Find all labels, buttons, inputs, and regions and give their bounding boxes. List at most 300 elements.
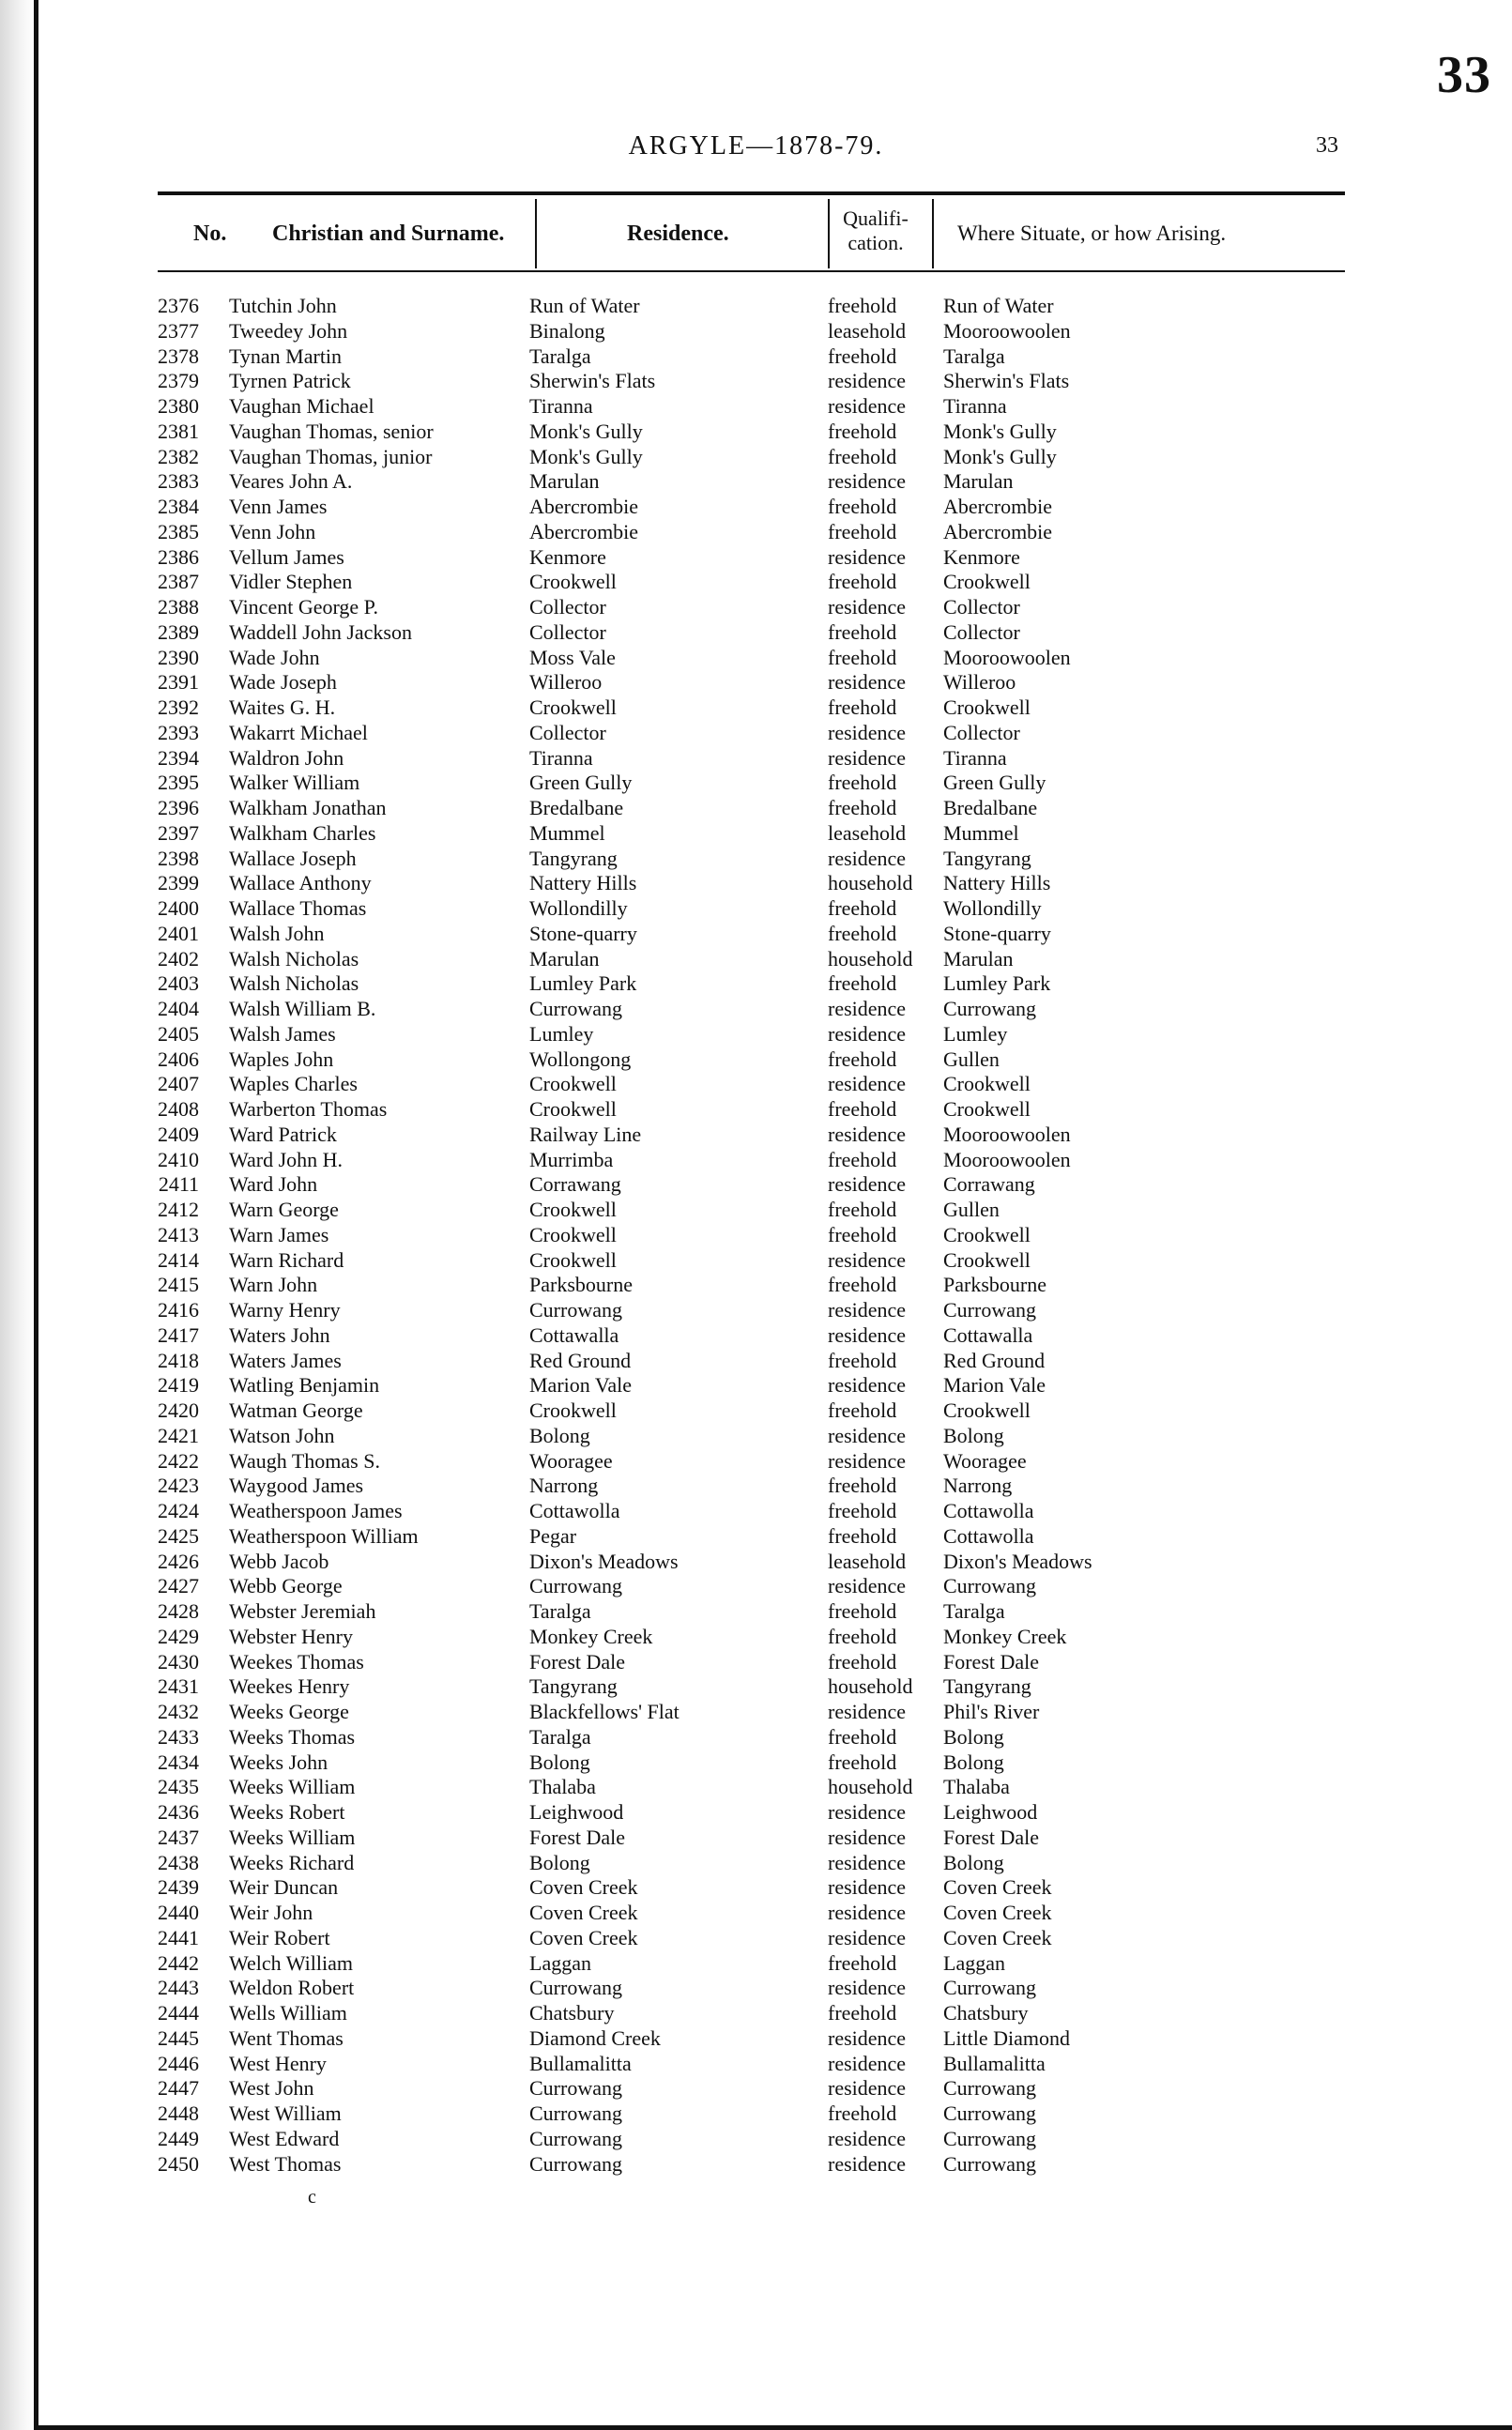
entry-number: 2380 (158, 394, 199, 418)
qualification: freehold (828, 444, 897, 468)
table-row (0, 1448, 1512, 1474)
entry-number: 2418 (158, 1348, 199, 1372)
running-head: ARGYLE—1878-79. (628, 131, 884, 160)
where-situate: Currowang (943, 2151, 1036, 2176)
entry-number: 2376 (158, 294, 199, 317)
qualification: residence (828, 1875, 907, 1900)
table-row (0, 1925, 1512, 1950)
voter-name: Veares John A. (229, 469, 353, 494)
qualification: residence (828, 2076, 907, 2101)
where-situate: Cottawalla (943, 1322, 1033, 1347)
residence: Blackfellows' Flat (529, 1700, 680, 1723)
voter-name: Webb George (229, 1574, 343, 1598)
voter-name: Venn James (229, 495, 328, 518)
residence: Wollondilly (529, 896, 628, 920)
qualification: freehold (828, 1499, 897, 1522)
residence: Bolong (529, 1850, 590, 1874)
residence: Tiranna (529, 394, 593, 418)
residence: Currowang (529, 2101, 622, 2125)
entry-number: 2404 (158, 997, 199, 1020)
voter-name: Weekes Henry (229, 1674, 350, 1699)
entry-number: 2398 (158, 846, 199, 870)
qualification: freehold (828, 294, 897, 317)
voter-name: Weatherspoon James (229, 1499, 403, 1522)
qualification: freehold (828, 1624, 897, 1648)
entry-number: 2417 (158, 1322, 199, 1347)
qualification: residence (828, 1322, 907, 1347)
table-row (0, 1222, 1512, 1247)
where-situate: Currowang (943, 1298, 1036, 1322)
entry-number: 2406 (158, 1047, 199, 1071)
residence: Currowang (529, 1298, 622, 1322)
voter-name: Warny Henry (229, 1298, 341, 1322)
where-situate: Sherwin's Flats (943, 369, 1070, 393)
residence: Willeroo (529, 670, 603, 695)
entry-number: 2391 (158, 670, 199, 695)
where-situate: Collector (943, 720, 1020, 744)
where-situate: Thalaba (943, 1775, 1010, 1799)
where-situate: Forest Dale (943, 1825, 1040, 1849)
qualification: freehold (828, 1474, 897, 1498)
entry-number: 2442 (158, 1950, 199, 1975)
where-situate: Monk's Gully (943, 444, 1057, 468)
table-row (0, 820, 1512, 846)
qualification: leasehold (828, 820, 907, 845)
table-row (0, 1096, 1512, 1122)
where-situate: Monkey Creek (943, 1624, 1067, 1648)
residence: Forest Dale (529, 1649, 626, 1673)
qualification: residence (828, 469, 907, 494)
table-row (0, 1297, 1512, 1322)
entry-number: 2388 (158, 595, 199, 619)
voter-name: Wakarrt Michael (229, 720, 368, 744)
table-row (0, 519, 1512, 544)
qualification: residence (828, 1448, 907, 1473)
table-row (0, 921, 1512, 946)
qualification: freehold (828, 1222, 897, 1246)
where-situate: Currowang (943, 1976, 1036, 2000)
voter-name: Vidler Stephen (229, 570, 353, 594)
qualification: household (828, 946, 913, 970)
residence: Marulan (529, 469, 600, 494)
voter-name: Waters John (229, 1322, 330, 1347)
where-situate: Coven Creek (943, 1901, 1052, 1924)
residence: Cottawolla (529, 1499, 620, 1522)
table-row (0, 669, 1512, 695)
voter-name: Weir Duncan (229, 1875, 339, 1900)
residence: Dixon's Meadows (529, 1549, 679, 1573)
voter-name: Walsh James (229, 1021, 336, 1046)
where-situate: Gullen (943, 1198, 1000, 1221)
qualification: freehold (828, 519, 897, 543)
qualification: household (828, 1775, 913, 1799)
qualification: residence (828, 1901, 907, 1924)
voter-name: Waples John (229, 1047, 334, 1071)
voter-name: Warn James (229, 1222, 329, 1246)
qualification: residence (828, 1800, 907, 1824)
table-row (0, 745, 1512, 771)
qualification: freehold (828, 1724, 897, 1749)
entry-number: 2428 (158, 1599, 199, 1623)
residence: Taralga (529, 344, 591, 368)
table-row (0, 1549, 1512, 1574)
where-situate: Green Gully (943, 771, 1046, 795)
voter-name: Watson John (229, 1423, 335, 1447)
qualification: residence (828, 1247, 907, 1272)
entry-number: 2407 (158, 1072, 199, 1096)
table-row (0, 1900, 1512, 1925)
header-rule-top (158, 191, 1345, 195)
table-row (0, 1699, 1512, 1724)
table-row (0, 1874, 1512, 1900)
voter-name: Ward John H. (229, 1147, 344, 1171)
table-row (0, 1774, 1512, 1799)
where-situate: Gullen (943, 1047, 1000, 1071)
qualification: freehold (828, 1147, 897, 1171)
where-situate: Collector (943, 595, 1020, 619)
residence: Lumley (529, 1021, 594, 1046)
residence: Sherwin's Flats (529, 369, 656, 393)
entry-number: 2436 (158, 1800, 199, 1824)
residence: Marulan (529, 946, 600, 970)
table-row (0, 1398, 1512, 1423)
entry-number: 2423 (158, 1474, 199, 1498)
table-row (0, 1372, 1512, 1398)
qualification: freehold (828, 2101, 897, 2125)
qualification: residence (828, 2051, 907, 2075)
entry-number: 2429 (158, 1624, 199, 1648)
table-row (0, 2075, 1512, 2101)
table-row (0, 393, 1512, 419)
where-situate: Bolong (943, 1724, 1004, 1749)
qualification: residence (828, 1825, 907, 1849)
where-situate: Willeroo (943, 670, 1016, 695)
residence: Monkey Creek (529, 1624, 653, 1648)
table-row (0, 1523, 1512, 1549)
residence: Currowang (529, 2126, 622, 2150)
where-situate: Phil's River (943, 1700, 1040, 1723)
where-situate: Laggan (943, 1950, 1005, 1975)
voter-name: Tweedey John (229, 318, 348, 343)
entry-number: 2386 (158, 544, 199, 569)
residence: Coven Creek (529, 1875, 638, 1900)
entry-number: 2447 (158, 2076, 199, 2101)
entry-number: 2392 (158, 695, 199, 719)
header-name: Christian and Surname. (272, 222, 505, 246)
where-situate: Red Ground (943, 1348, 1046, 1372)
voter-name: Waldron John (229, 745, 344, 770)
where-situate: Bolong (943, 1850, 1004, 1874)
entry-number: 2437 (158, 1825, 199, 1849)
voter-name: Walsh Nicholas (229, 971, 359, 996)
qualification: residence (828, 1072, 907, 1096)
where-situate: Cottawolla (943, 1523, 1034, 1548)
where-situate: Crookwell (943, 1072, 1031, 1096)
voter-name: Warn George (229, 1198, 339, 1221)
entry-number: 2448 (158, 2101, 199, 2125)
residence: Tangyrang (529, 1674, 618, 1699)
residence: Crookwell (529, 695, 617, 719)
table-row (0, 970, 1512, 996)
voter-name: Waugh Thomas S. (229, 1448, 380, 1473)
residence: Collector (529, 619, 606, 644)
table-row (0, 468, 1512, 494)
where-situate: Corrawang (943, 1172, 1035, 1197)
entry-number: 2425 (158, 1523, 199, 1548)
entry-number: 2399 (158, 871, 199, 895)
qualification: residence (828, 670, 907, 695)
residence: Monk's Gully (529, 419, 643, 443)
qualification: freehold (828, 896, 897, 920)
residence: Marion Vale (529, 1373, 632, 1398)
entry-number: 2390 (158, 645, 199, 669)
voter-name: Waples Charles (229, 1072, 358, 1096)
residence: Wollongong (529, 1047, 632, 1071)
table-row (0, 494, 1512, 519)
voter-name: Walsh John (229, 921, 325, 945)
header-qualification-line1: Qualifi- (843, 206, 909, 230)
voter-name: Watling Benjamin (229, 1373, 380, 1398)
voter-name: Weeks George (229, 1700, 349, 1723)
entry-number: 2426 (158, 1549, 199, 1573)
qualification: freehold (828, 2001, 897, 2025)
entry-number: 2377 (158, 318, 199, 343)
qualification: residence (828, 1976, 907, 2000)
voter-name: Wade Joseph (229, 670, 337, 695)
qualification: residence (828, 1021, 907, 1046)
voter-name: West Edward (229, 2126, 340, 2150)
header-where: Where Situate, or how Arising. (957, 222, 1227, 245)
qualification: residence (828, 1925, 907, 1949)
table-row (0, 795, 1512, 820)
qualification: freehold (828, 1950, 897, 1975)
voter-name: Weeks William (229, 1825, 356, 1849)
voter-name: Warn Richard (229, 1247, 344, 1272)
voter-name: Weatherspoon William (229, 1523, 419, 1548)
residence: Binalong (529, 318, 605, 343)
qualification: freehold (828, 1198, 897, 1221)
where-situate: Marulan (943, 946, 1014, 970)
voter-name: Warn John (229, 1273, 318, 1297)
corner-page-number: 33 (1437, 46, 1491, 104)
where-situate: Crookwell (943, 1097, 1031, 1121)
voter-name: Tyrnen Patrick (229, 369, 351, 393)
table-row (0, 645, 1512, 670)
residence: Tiranna (529, 745, 593, 770)
table-row (0, 1423, 1512, 1448)
entry-number: 2430 (158, 1649, 199, 1673)
residence: Abercrombie (529, 519, 639, 543)
table-row (0, 2025, 1512, 2051)
table-row (0, 1825, 1512, 1850)
entry-number: 2438 (158, 1850, 199, 1874)
voter-name: Webster Jeremiah (229, 1599, 376, 1623)
table-row (0, 1498, 1512, 1523)
voter-name: Ward Patrick (229, 1122, 337, 1146)
entry-number: 2379 (158, 369, 199, 393)
qualification: freehold (828, 1097, 897, 1121)
residence: Coven Creek (529, 1901, 638, 1924)
where-situate: Currowang (943, 2076, 1036, 2101)
where-situate: Marulan (943, 469, 1014, 494)
table-row (0, 318, 1512, 344)
where-situate: Lumley Park (943, 971, 1051, 996)
where-situate: Wollondilly (943, 896, 1042, 920)
table-row (0, 1122, 1512, 1147)
residence: Moss Vale (529, 645, 616, 669)
residence: Forest Dale (529, 1825, 626, 1849)
residence: Crookwell (529, 570, 617, 594)
table-row (0, 1975, 1512, 2000)
entry-number: 2446 (158, 2051, 199, 2075)
voter-name: Weeks William (229, 1775, 356, 1799)
qualification: residence (828, 1423, 907, 1447)
residence: Lumley Park (529, 971, 637, 996)
qualification: freehold (828, 344, 897, 368)
voter-name: Venn John (229, 519, 316, 543)
voter-name: Walkham Jonathan (229, 796, 387, 819)
table-row (0, 1649, 1512, 1674)
residence: Run of Water (529, 294, 640, 317)
table-row (0, 569, 1512, 594)
table-row (0, 1573, 1512, 1598)
where-situate: Taralga (943, 1599, 1005, 1623)
where-situate: Leighwood (943, 1800, 1038, 1824)
where-situate: Parksbourne (943, 1273, 1046, 1297)
where-situate: Dixon's Meadows (943, 1549, 1092, 1573)
entry-number: 2421 (158, 1423, 199, 1447)
where-situate: Crookwell (943, 1222, 1031, 1246)
table-row (0, 2051, 1512, 2076)
header-qualification (824, 206, 927, 255)
where-situate: Marion Vale (943, 1373, 1046, 1398)
entry-number: 2435 (158, 1775, 199, 1799)
where-situate: Forest Dale (943, 1649, 1040, 1673)
entry-number: 2403 (158, 971, 199, 996)
voter-name: Ward John (229, 1172, 318, 1197)
residence: Green Gully (529, 771, 633, 795)
qualification: residence (828, 2126, 907, 2150)
qualification: freehold (828, 1398, 897, 1422)
voter-name: Weeks Thomas (229, 1724, 356, 1749)
voter-name: Walsh Nicholas (229, 946, 359, 970)
entry-number: 2424 (158, 1499, 199, 1522)
voter-name: Vellum James (229, 544, 344, 569)
where-situate: Currowang (943, 2126, 1036, 2150)
residence: Collector (529, 720, 606, 744)
voter-name: Wallace Joseph (229, 846, 357, 870)
where-situate: Coven Creek (943, 1925, 1052, 1949)
residence: Crookwell (529, 1247, 617, 1272)
residence: Chatsbury (529, 2001, 615, 2025)
voter-name: Waites G. H. (229, 695, 336, 719)
qualification: residence (828, 2151, 907, 2176)
where-situate: Mooroowoolen (943, 645, 1071, 669)
entry-number: 2382 (158, 444, 199, 468)
qualification: freehold (828, 971, 897, 996)
entry-number: 2416 (158, 1298, 199, 1322)
residence: Corrawang (529, 1172, 621, 1197)
where-situate: Mooroowoolen (943, 318, 1071, 343)
qualification: residence (828, 595, 907, 619)
table-row (0, 1147, 1512, 1172)
table-row (0, 2000, 1512, 2025)
table-row (0, 1197, 1512, 1222)
table-row (0, 1799, 1512, 1825)
table-row (0, 2126, 1512, 2151)
voter-name: Wallace Thomas (229, 896, 367, 920)
residence: Railway Line (529, 1122, 642, 1146)
qualification: residence (828, 997, 907, 1020)
qualification: freehold (828, 1047, 897, 1071)
qualification: residence (828, 745, 907, 770)
column-divider (535, 199, 537, 268)
table-row (0, 619, 1512, 645)
residence: Mummel (529, 820, 605, 845)
qualification: freehold (828, 921, 897, 945)
entry-number: 2450 (158, 2151, 199, 2176)
voter-name: Went Thomas (229, 2025, 344, 2050)
where-situate: Collector (943, 619, 1020, 644)
qualification: freehold (828, 1649, 897, 1673)
qualification: residence (828, 2025, 907, 2050)
where-situate: Stone-quarry (943, 921, 1051, 945)
table-row (0, 1673, 1512, 1699)
qualification: freehold (828, 645, 897, 669)
residence: Laggan (529, 1950, 591, 1975)
residence: Leighwood (529, 1800, 624, 1824)
residence: Taralga (529, 1599, 591, 1623)
entry-number: 2414 (158, 1247, 199, 1272)
table-row (0, 870, 1512, 895)
voter-name: Vaughan Thomas, senior (229, 419, 434, 443)
table-row (0, 594, 1512, 619)
where-situate: Currowang (943, 2101, 1036, 2125)
voter-name: West Thomas (229, 2151, 342, 2176)
table-row (0, 1322, 1512, 1348)
qualification: freehold (828, 570, 897, 594)
where-situate: Currowang (943, 1574, 1036, 1598)
table-row (0, 1071, 1512, 1096)
voter-name: Webster Henry (229, 1624, 354, 1648)
where-situate: Mummel (943, 820, 1019, 845)
where-situate: Cottawolla (943, 1499, 1034, 1522)
where-situate: Abercrombie (943, 495, 1053, 518)
where-situate: Bolong (943, 1750, 1004, 1774)
qualification: freehold (828, 796, 897, 819)
qualification: residence (828, 394, 907, 418)
voter-name: Tutchin John (229, 294, 337, 317)
voter-name: Wade John (229, 645, 320, 669)
entry-number: 2449 (158, 2126, 199, 2150)
voter-name: Tynan Martin (229, 344, 343, 368)
voter-name: Walkham Charles (229, 820, 376, 845)
entry-number: 2441 (158, 1925, 199, 1949)
where-situate: Bredalbane (943, 796, 1038, 819)
entry-number: 2422 (158, 1448, 199, 1473)
entry-number: 2385 (158, 519, 199, 543)
entry-number: 2410 (158, 1147, 199, 1171)
voter-name: West Henry (229, 2051, 327, 2075)
residence: Bredalbane (529, 796, 624, 819)
where-situate: Taralga (943, 344, 1005, 368)
entry-number: 2412 (158, 1198, 199, 1221)
residence: Thalaba (529, 1775, 596, 1799)
entry-number: 2405 (158, 1021, 199, 1046)
where-situate: Tiranna (943, 394, 1007, 418)
qualification: residence (828, 1574, 907, 1598)
table-row (0, 2151, 1512, 2177)
